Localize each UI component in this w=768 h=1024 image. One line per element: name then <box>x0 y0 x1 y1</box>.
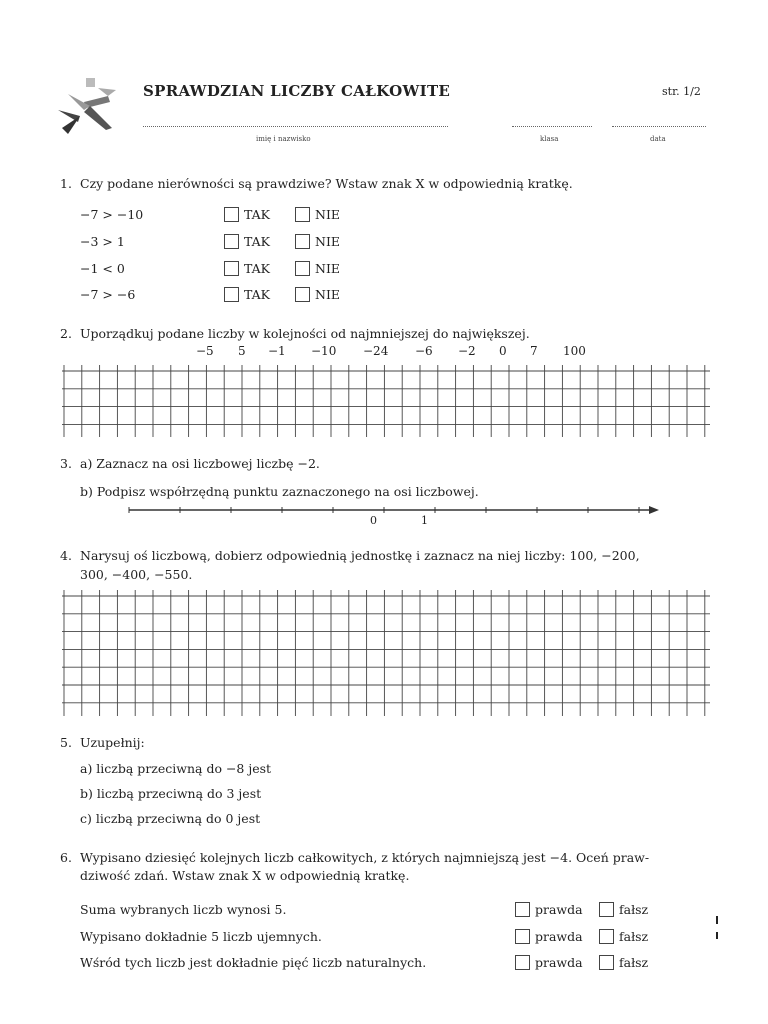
q6-row2-false[interactable]: fałsz <box>599 929 648 944</box>
page-number: str. 1/2 <box>662 85 701 98</box>
checkbox-icon[interactable] <box>599 929 614 944</box>
checkbox-icon[interactable] <box>295 207 310 222</box>
q1-expr-1: −7 > −10 <box>80 207 144 222</box>
checkbox-icon[interactable] <box>224 207 239 222</box>
q2-value: −5 <box>196 344 214 358</box>
page-title: SPRAWDZIAN LICZBY CAŁKOWITE <box>143 82 451 100</box>
q3-prompt-a <box>60 456 320 471</box>
checkbox-icon[interactable] <box>224 287 239 302</box>
date-line[interactable] <box>612 126 706 127</box>
class-line[interactable] <box>512 126 592 127</box>
q4-text-1: Narysuj oś liczbową, dobierz odpowiednią jednostkę i zaznacz na niej liczby: 100, −200, <box>80 548 640 563</box>
q3-text-b: b) Podpisz współrzędną punktu zaznaczonego na osi liczbowej. <box>80 484 479 499</box>
q6-row3-false[interactable]: fałsz <box>599 955 648 970</box>
q1-prompt <box>60 176 573 191</box>
q2-value: −6 <box>415 344 433 358</box>
q3-text-a: a) Zaznacz na osi liczbowej liczbę −2. <box>80 456 320 471</box>
q5-item-a: a) liczbą przeciwną do −8 jest <box>80 761 272 776</box>
q1-row2-yes[interactable]: TAK <box>224 234 270 249</box>
q1-number: 1. <box>60 176 72 191</box>
checkbox-icon[interactable] <box>295 287 310 302</box>
q2-number-list <box>0 344 768 360</box>
q2-prompt <box>60 326 530 341</box>
q6-prompt <box>60 850 649 865</box>
q6-statement-3: Wśród tych liczb jest dokładnie pięć liczb naturalnych. <box>80 955 427 970</box>
q6-statement-2: Wypisano dokładnie 5 liczb ujemnych. <box>80 929 322 944</box>
q1-expr-3: −1 < 0 <box>80 261 125 276</box>
q2-value: 100 <box>563 344 586 358</box>
q6-text-2: dziwość zdań. Wstaw znak X w odpowiednią kratkę. <box>80 868 410 883</box>
q6-row1-true[interactable]: prawda <box>515 902 583 917</box>
q5-item-b: b) liczbą przeciwną do 3 jest <box>80 786 262 801</box>
q1-row4-no[interactable]: NIE <box>295 287 340 302</box>
q1-row3-no[interactable]: NIE <box>295 261 340 276</box>
q4-text-2: 300, −400, −550. <box>80 567 193 582</box>
q1-expr-2: −3 > 1 <box>80 234 125 249</box>
q6-number: 6. <box>60 850 72 865</box>
q1-expr-4: −7 > −6 <box>80 287 136 302</box>
q2-value: 5 <box>238 344 246 358</box>
q6-row2-true[interactable]: prawda <box>515 929 583 944</box>
checkbox-icon[interactable] <box>515 929 530 944</box>
date-label: data <box>650 135 666 143</box>
answer-grid-q2[interactable] <box>62 365 710 437</box>
q2-value: −24 <box>363 344 389 358</box>
class-label: klasa <box>540 135 559 143</box>
axis-label-one: 1 <box>421 514 428 527</box>
q2-value: −2 <box>458 344 476 358</box>
q2-value: −10 <box>311 344 337 358</box>
answer-grid-q4[interactable] <box>62 590 710 716</box>
axis-label-zero: 0 <box>370 514 377 527</box>
edge-mark <box>716 932 718 939</box>
q6-row3-true[interactable]: prawda <box>515 955 583 970</box>
checkbox-icon[interactable] <box>515 955 530 970</box>
logo-icon <box>50 76 130 136</box>
q2-value: −1 <box>268 344 286 358</box>
number-line[interactable] <box>125 502 665 518</box>
name-line[interactable] <box>143 126 448 127</box>
q1-row1-yes[interactable]: TAK <box>224 207 270 222</box>
q1-row1-no[interactable]: NIE <box>295 207 340 222</box>
q5-prompt <box>60 735 145 750</box>
checkbox-icon[interactable] <box>599 955 614 970</box>
checkbox-icon[interactable] <box>224 261 239 276</box>
q2-value: 7 <box>530 344 538 358</box>
q5-text: Uzupełnij: <box>80 735 145 750</box>
q3-number: 3. <box>60 456 72 471</box>
q2-value: 0 <box>499 344 507 358</box>
checkbox-icon[interactable] <box>295 261 310 276</box>
checkbox-icon[interactable] <box>224 234 239 249</box>
q6-text-1: Wypisano dziesięć kolejnych liczb całkowitych, z których najmniejszą jest −4. Oceń praw- <box>80 850 650 865</box>
name-label: imię i nazwisko <box>256 135 311 143</box>
q5-item-c: c) liczbą przeciwną do 0 jest <box>80 811 261 826</box>
q1-row2-no[interactable]: NIE <box>295 234 340 249</box>
q4-prompt <box>60 548 640 563</box>
q5-number: 5. <box>60 735 72 750</box>
checkbox-icon[interactable] <box>515 902 530 917</box>
q6-statement-1: Suma wybranych liczb wynosi 5. <box>80 902 287 917</box>
q4-number: 4. <box>60 548 72 563</box>
q1-row3-yes[interactable]: TAK <box>224 261 270 276</box>
q2-text: Uporządkuj podane liczby w kolejności od najmniejszej do największej. <box>80 326 530 341</box>
q1-text: Czy podane nierówności są prawdziwe? Wstaw znak X w odpowiednią kratkę. <box>80 176 573 191</box>
checkbox-icon[interactable] <box>295 234 310 249</box>
edge-mark <box>716 916 718 924</box>
q1-row4-yes[interactable]: TAK <box>224 287 270 302</box>
q2-number: 2. <box>60 326 72 341</box>
checkbox-icon[interactable] <box>599 902 614 917</box>
q6-row1-false[interactable]: fałsz <box>599 902 648 917</box>
